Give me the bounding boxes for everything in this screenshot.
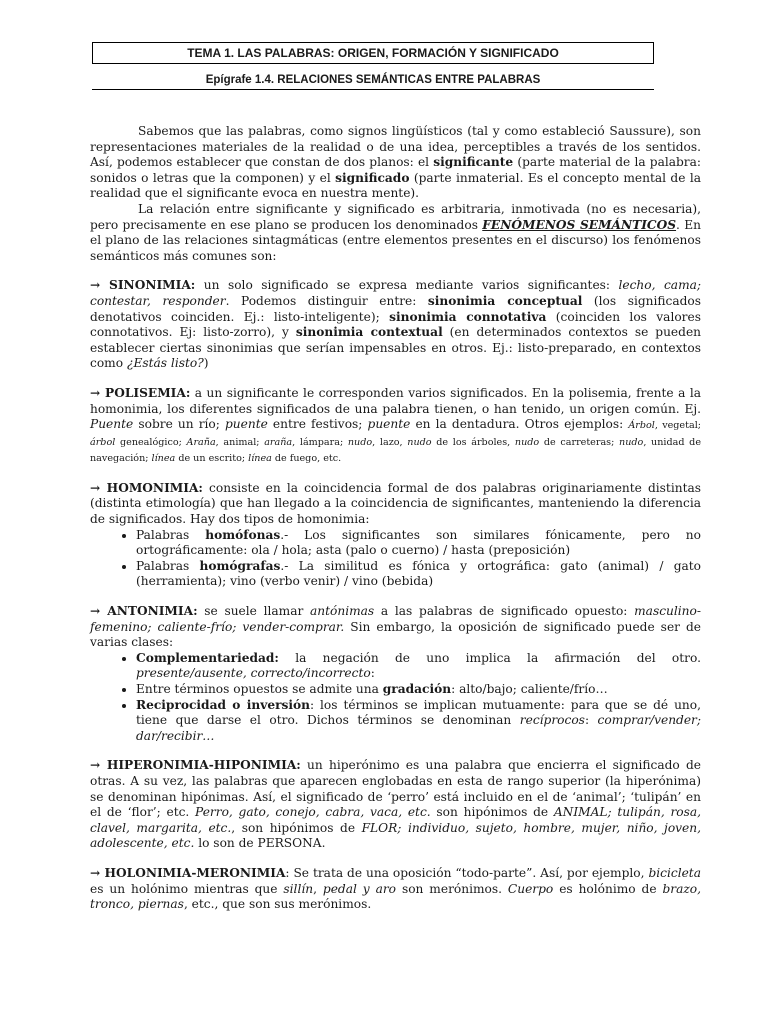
- list-item: [136, 698, 701, 745]
- text: a las palabras de significado opuesto:: [374, 604, 635, 619]
- document-body: [90, 124, 701, 913]
- text: un hiperónimo es una palabra que encierra el significado de otras. A su vez, las palabras que aparecen englobadas en esta de rango superior (la hiperónima) se denominan hipónimas. Así, el significado de ‘perro’ está incluido en el de ‘animal’; ‘tulipán’ en el de ‘flor’; etc.: [90, 758, 702, 820]
- heading-holonimia: → HOLONIMIA-MERONIMIA: [90, 865, 286, 880]
- text: : alto/bajo; caliente/frío…: [451, 682, 608, 696]
- polisemia-paragraph: [90, 386, 701, 467]
- text: consiste en la coincidencia formal de dos palabras originariamente distintas (distinta etimología) que han llegado a la coincidencia de significantes, manteniendo la diferencia de significados. Hay dos tipos de homonimia:: [90, 480, 701, 527]
- text: Sin embargo, la oposición de significado puede ser de varias clases:: [90, 619, 701, 650]
- text: (parte material de la palabra: sonidos o letras que la componen) y el: [90, 155, 702, 185]
- heading-homonimia: → HOMONIMIA:: [90, 480, 203, 495]
- text: , unidad de navegación;: [90, 436, 702, 465]
- text: Palabras: [136, 527, 206, 542]
- example: lecho, cama; contestar, responder: [90, 278, 701, 308]
- example: árbol: [90, 436, 116, 448]
- text: , son hipónimos de: [231, 820, 362, 835]
- text: , lámpara;: [292, 436, 348, 448]
- example: Puente: [90, 417, 134, 432]
- example: Árbol: [628, 420, 655, 432]
- example: brazo, tronco, piernas: [90, 881, 701, 912]
- list-item: [136, 682, 701, 698]
- text: , vegetal;: [654, 420, 701, 432]
- example: pedal y aro: [322, 881, 397, 896]
- term-fenomenos-semanticos: FENÓMENOS SEMÁNTICOS: [482, 217, 677, 232]
- term: sinonimia contextual: [295, 325, 443, 340]
- term: sinonimia connotativa: [389, 309, 547, 324]
- text: genealógico;: [115, 436, 187, 448]
- term-significante: significante: [433, 155, 514, 170]
- homonimia-paragraph: [90, 481, 701, 528]
- text: . En el plano de las relaciones sintagmáticas (entre elementos presentes en el discurso) los fenómenos semánticos más comunes son:: [90, 217, 701, 263]
- example: Perro, gato, conejo, cabra, vaca, etc.: [195, 805, 431, 820]
- text: un solo significado se expresa mediante varios significantes:: [195, 278, 619, 293]
- example: ANIMAL; tulipán, rosa, clavel, margarita, etc.: [90, 805, 702, 835]
- example: línea: [151, 453, 176, 465]
- text: de carreteras;: [539, 436, 620, 448]
- text: la negación de uno implica la afirmación del otro.: [278, 650, 701, 665]
- antonimia-list: [90, 651, 701, 745]
- example: nudo: [347, 436, 373, 448]
- text: ): [203, 356, 209, 371]
- text: , animal;: [215, 436, 265, 448]
- intro-paragraph-2: [90, 202, 701, 264]
- text: de fuego, etc.: [271, 453, 342, 465]
- term: Complementariedad:: [136, 650, 279, 665]
- list-item: [136, 559, 701, 590]
- example: ¿Estás listo?: [126, 356, 204, 371]
- text: lo son de PERSONA.: [194, 836, 326, 851]
- text: es holónimo de: [553, 881, 663, 896]
- text: :: [370, 666, 375, 681]
- example: puente: [224, 417, 268, 432]
- text: (los significados denotativos coinciden. Ej.: listo-inteligente);: [90, 293, 702, 324]
- list-item: [136, 528, 701, 559]
- example: recíprocos: [519, 713, 585, 728]
- text: .- La similitud es fónica y ortográfica: gato (animal) / gato (herramienta); vino (verbo venir) / vino (bebida): [136, 558, 701, 589]
- heading-sinonimia: → SINONIMIA:: [90, 278, 196, 293]
- text: . Podemos distinguir entre:: [225, 293, 428, 308]
- hiperonimia-paragraph: [90, 758, 701, 852]
- example: puente: [367, 417, 411, 432]
- example: nudo: [407, 436, 432, 448]
- term: sinonimia conceptual: [427, 293, 583, 308]
- term: homógrafas: [199, 558, 281, 573]
- subtitle-underline: [92, 89, 654, 90]
- example: FLOR; individuo, sujeto, hombre, mujer, niño, joven, adolescente, etc.: [90, 820, 701, 851]
- text: , lazo,: [372, 436, 408, 448]
- text: son merónimos.: [396, 881, 508, 896]
- text: a un significante le corresponden varios significados. En la polisemia, frente a la homonimia, los diferentes significados de una palabra tienen, o han tenido, un origen común. Ej.: [90, 385, 701, 416]
- term: homófonas: [205, 527, 281, 542]
- example: bicicleta: [648, 865, 701, 880]
- example: antónimas: [310, 604, 375, 619]
- text: es un holónimo mientras que: [90, 881, 284, 896]
- holonimia-paragraph: [90, 866, 701, 913]
- example: comprar/vender; dar/recibir…: [136, 713, 701, 743]
- heading-polisemia: → POLISEMIA:: [90, 385, 191, 400]
- text: ,: [313, 881, 323, 896]
- example: presente/ausente, correcto/incorrecto: [136, 666, 371, 681]
- text: :: [584, 713, 598, 728]
- text: .- Los significantes son similares fónicamente, pero no ortográficamente: ola / hola; asta (palo o cuerno) / hasta (preposición): [136, 527, 701, 558]
- term: Reciprocidad o inversión: [136, 697, 310, 712]
- heading-hiperonimia: → HIPERONIMIA-HIPONIMIA:: [90, 758, 301, 773]
- sinonimia-paragraph: [90, 278, 701, 372]
- text: , etc., que son sus merónimos.: [183, 897, 372, 912]
- text: Palabras: [136, 558, 200, 573]
- text: entre festivos;: [267, 417, 368, 432]
- term: gradación: [382, 682, 452, 696]
- text: se suele llamar: [197, 604, 311, 619]
- example: nudo: [514, 436, 540, 448]
- text: La relación entre significante y significado es arbitraria, inmotivada (no es necesaria), pero precisamente en ese plano se producen los denominados: [90, 201, 701, 232]
- example: araña: [264, 436, 293, 448]
- text: sobre un río;: [133, 417, 225, 432]
- text: Entre términos opuestos se admite una: [136, 682, 383, 696]
- text: en la dentadura. Otros ejemplos:: [410, 417, 629, 432]
- document-title: TEMA 1. LAS PALABRAS: ORIGEN, FORMACIÓN Y SIGNIFICADO: [92, 42, 654, 64]
- text: de un escrito;: [175, 453, 249, 465]
- text: : Se trata de una oposición “todo-parte”. Así, por ejemplo,: [285, 865, 649, 880]
- intro-paragraph-1: [90, 124, 701, 202]
- text: : los términos se implican mutuamente: para que se dé uno, tiene que darse el otro. Dichos términos se denominan: [136, 697, 701, 728]
- text: (parte inmaterial. Es el concepto mental de la realidad que el significante evoca en nuestra mente).: [90, 170, 701, 201]
- example: Cuerpo: [507, 881, 554, 896]
- example: nudo: [619, 436, 644, 448]
- example: masculino- femenino; caliente-frío; vender-comprar.: [90, 604, 701, 634]
- example: línea: [248, 453, 272, 465]
- text: de los árboles,: [431, 436, 515, 448]
- section-subtitle: Epígrafe 1.4. RELACIONES SEMÁNTICAS ENTRE PALABRAS: [205, 74, 541, 86]
- text: son hipónimos de: [430, 805, 554, 820]
- list-item: [136, 651, 701, 682]
- term-significado: significado: [335, 170, 410, 185]
- heading-antonimia: → ANTONIMIA:: [90, 604, 198, 619]
- example: sillín: [283, 881, 314, 896]
- antonimia-paragraph: [90, 604, 701, 651]
- example: Araña: [186, 436, 216, 448]
- text: (en determinados contextos se pueden establecer ciertas sinonimias que serían impensables en otros. Ej.: listo-preparado, en contextos como: [90, 325, 702, 371]
- homonimia-list: [90, 528, 701, 590]
- text: (coinciden los valores connotativos. Ej: listo-zorro), y: [90, 309, 701, 340]
- text: Sabemos que las palabras, como signos lingüísticos (tal y como estableció Saussure), son representaciones materiales de la realidad o de una idea, perceptibles a través de los sentidos. Así, podemos establecer que constan de dos planos: el: [90, 124, 701, 170]
